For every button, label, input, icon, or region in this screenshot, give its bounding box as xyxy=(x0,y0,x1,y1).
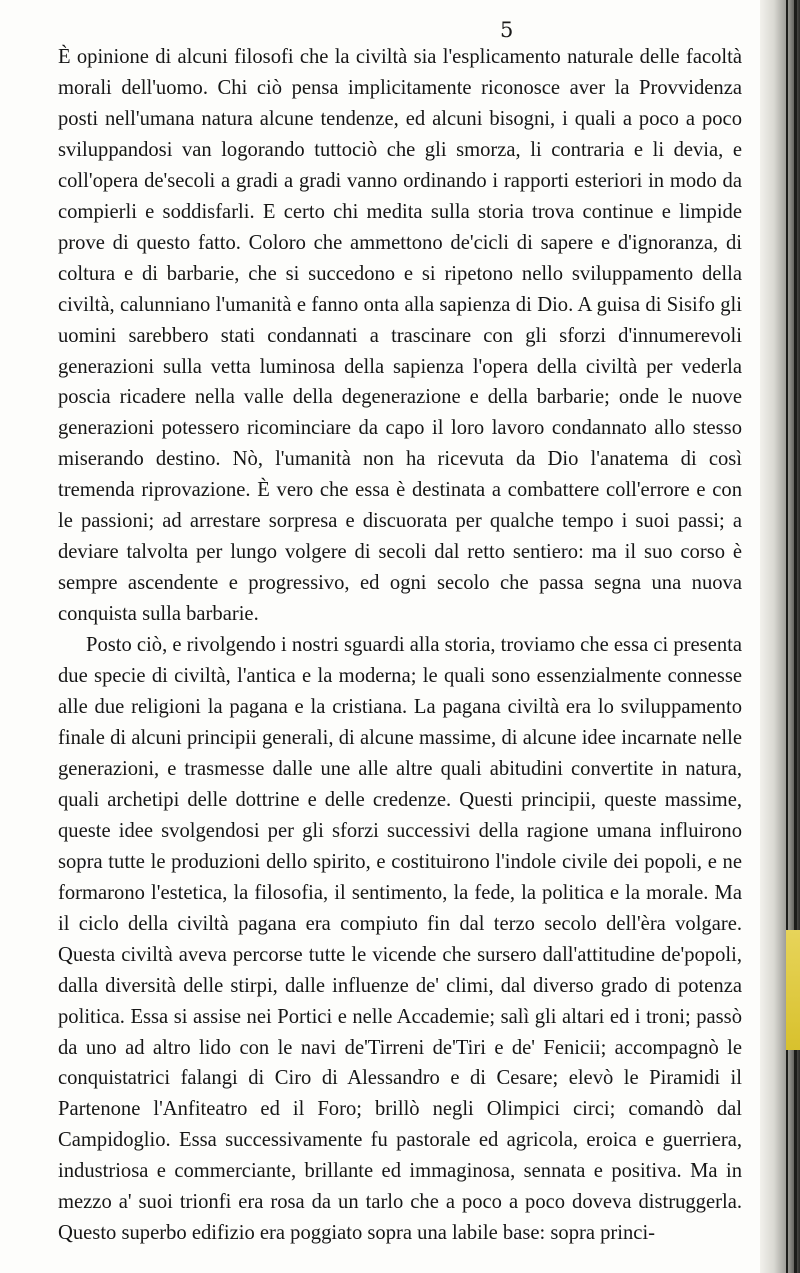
page-number: 5 xyxy=(500,18,514,42)
body-text xyxy=(58,42,742,1249)
paragraph-1: È opinione di alcuni filosofi che la civiltà sia l'esplicamento naturale delle facoltà morali dell'uomo. Chi ciò pensa implicitamente riconosce aver la Provvidenza posti nell'umana natura alcune tendenze, ed alcuni bisogni, i quali a poco a poco sviluppandosi van logorando tuttociò che gli smorza, li contraria e li devia, e coll'opera de'secoli a gradi a gradi vanno ordinando i rapporti esteriori in modo da compierli e soddisfarli. E certo chi medita sulla storia trova continue e limpide prove di questo fatto. Coloro che ammettono de'cicli di sapere e d'ignoranza, di coltura e di barbarie, che si succedono e si ripetono nello sviluppamento della civiltà, calunniano l'umanità e fanno onta alla sapienza di Dio. A guisa di Sisifo gli uomini sarebbero stati condannati a trascinare con gli sforzi d'innumerevoli generazioni sulla vetta luminosa della sapienza l'opera della civiltà per vederla poscia ricadere nella valle della degenerazione e della barbarie; onde le nuove generazioni potessero ricominciare da capo il loro lavoro condannato allo stesso miserando destino. Nò, l'umanità non ha ricevuta da Dio l'anatema di così tremenda riprovazione. È vero che essa è destinata a combattere coll'errore e con le passioni; ad arrestare sorpresa e discuorata per qualche tempo i suoi passi; a deviare talvolta per lungo volgere di secoli dal retto sentiero: ma il suo corso è sempre ascendente e progressivo, ed ogni secolo che passa segna una nuova conquista sulla barbarie. xyxy=(58,46,742,626)
bookmark-strip xyxy=(786,930,800,1050)
binding-gutter xyxy=(760,0,800,1273)
binding-edge-line xyxy=(786,0,788,1273)
paragraph-2: Posto ciò, e rivolgendo i nostri sguardi alla storia, troviamo che essa ci presenta due specie di civiltà, l'antica e la moderna; le quali sono essenzialmente connesse alle due religioni la pagana e la cristiana. La pagana civiltà era lo sviluppamento finale di alcuni principii generali, di alcune massime, di alcune idee incarnate nelle generazioni, e trasmesse dalle une alle altre quali abitudini convertite in natura, quali archetipi delle dottrine e delle credenze. Questi principii, queste massime, queste idee svolgendosi per gli sforzi successivi della ragione umana influirono sopra tutte le produzioni dello spirito, e costituirono l'indole civile dei popoli, e ne formarono l'estetica, la filosofia, il sentimento, la fede, la politica e la morale. Ma il ciclo della civiltà pagana era compiuto fin dal terzo secolo dell'èra volgare. Questa civiltà aveva percorse tutte le vicende che sursero dall'attitudine de'popoli, dalla diversità delle stirpi, dalle influenze de' climi, dal diverso grado di potenza politica. Essa si assise nei Portici e nelle Accademie; salì gli altari ed i troni; passò da uno ad altro lido con le navi de'Tirreni de'Tiri e de' Fenicii; accompagnò le conquistatrici falangi di Ciro di Alessandro e di Cesare; elevò le Piramidi il Partenone l'Anfiteatro ed il Foro; brillò negli Olimpici circi; comandò dal Campidoglio. Essa successivamente fu pastorale ed agricola, eroica e guerriera, industriosa e commerciante, brillante ed immaginosa, sennata e positiva. Ma in mezzo a' suoi trionfi era rosa da un tarlo che a poco a poco doveva distruggerla. Questo superbo edifizio era poggiato sopra una labile base: sopra princi- xyxy=(58,634,742,1245)
binding-edge-line xyxy=(794,0,797,1273)
